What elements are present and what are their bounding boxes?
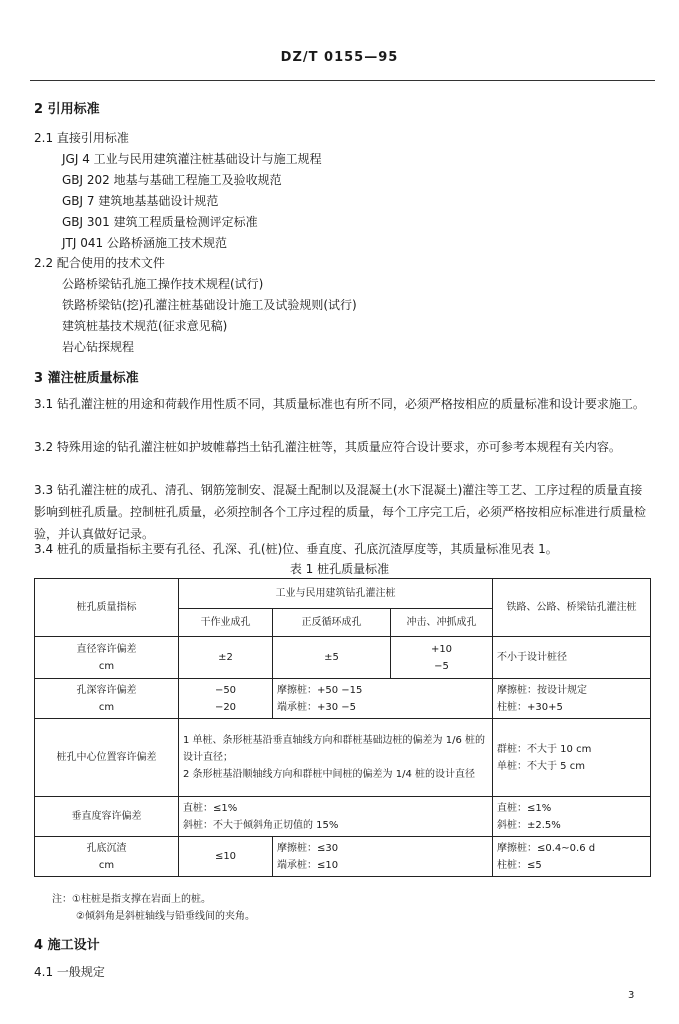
header-rail: 铁路、公路、桥梁钻孔灌注桩	[493, 579, 651, 637]
table-cell: 1 单桩、条形桩基沿垂直轴线方向和群桩基础边桩的偏差为 1/6 桩的设计直径； 2 条形桩基沿顺轴线方向和群桩中间桩的偏差为 1/4 桩的设计直径	[179, 719, 493, 797]
row-label: 垂直度容许偏差	[35, 797, 179, 837]
section-3-title: 3 灌注桩质量标准	[34, 371, 139, 386]
table-row	[35, 837, 651, 877]
table-cell: 直桩：≤1% 斜桩：不大于倾斜角正切值的 15%	[179, 797, 493, 837]
doc-item: 公路桥梁钻孔施工操作技术规程(试行)	[62, 277, 264, 291]
paragraph-3-4: 3.4 桩孔的质量指标主要有孔径、孔深、孔(桩)位、垂直度、孔底沉渣厚度等，其质量标准见表 1。	[34, 542, 558, 556]
table-cell: 摩擦桩：≤0.4~0.6 d 柱桩：≤5	[493, 837, 651, 877]
table-cell: ≤10	[179, 837, 273, 877]
row-label: 孔深容许偏差 cm	[35, 679, 179, 719]
table-cell: 摩擦桩：按设计规定 柱桩：+30+5	[493, 679, 651, 719]
ref-item: JGJ 4 工业与民用建筑灌注桩基础设计与施工规程	[62, 152, 322, 166]
table-row	[35, 679, 651, 719]
table-cell: 直桩：≤1% 斜桩：±2.5%	[493, 797, 651, 837]
header-group: 工业与民用建筑钻孔灌注桩	[179, 579, 493, 609]
header-percussion: 冲击、冲抓成孔	[391, 609, 493, 637]
page-number: 3	[628, 990, 635, 1001]
table-row	[35, 797, 651, 837]
row-label: 直径容许偏差 cm	[35, 637, 179, 679]
header-circulation: 正反循环成孔	[273, 609, 391, 637]
doc-item: 岩心钻探规程	[62, 340, 135, 354]
table-note-2: ②倾斜角是斜桩轴线与铅垂线间的夹角。	[76, 911, 255, 922]
paragraph-3-3: 3.3 钻孔灌注桩的成孔、清孔、钢筋笼制安、混凝土配制以及混凝土(水下混凝土)灌注等工艺、工序过程的质量直接影响到桩孔质量。控制桩孔质量，必须控制各个工序过程的质量，每个工序完工后，必须严格按相应标准进行质量检验，并认真做好记录。	[34, 483, 647, 541]
paragraph-3-1: 3.1 钻孔灌注桩的用途和荷载作用性质不同，其质量标准也有所不同，必须严格按相应的质量标准和设计要求施工。	[34, 397, 645, 411]
header-indicator: 桩孔质量指标	[35, 579, 179, 637]
ref-item: JTJ 041 公路桥涵施工技术规范	[62, 236, 227, 250]
table-cell: −50 −20	[179, 679, 273, 719]
doc-item: 铁路桥梁钻(挖)孔灌注桩基础设计施工及试验规则(试行)	[62, 298, 357, 312]
section-2-title: 2 引用标准	[34, 102, 100, 117]
section-2-2-title: 2.2 配合使用的技术文件	[34, 256, 165, 270]
section-4-title: 4 施工设计	[34, 938, 100, 953]
table-row	[35, 719, 651, 797]
paragraph-3-2: 3.2 特殊用途的钻孔灌注桩如护坡帷幕挡土钻孔灌注桩等，其质量应符合设计要求，亦可参考本规程有关内容。	[34, 440, 621, 454]
table-caption: 表 1 桩孔质量标准	[289, 562, 390, 576]
table-cell: ±2	[179, 637, 273, 679]
table-cell: 摩擦桩：+50 −15 端承桩：+30 −5	[273, 679, 493, 719]
header-dry-hole: 干作业成孔	[179, 609, 273, 637]
table-cell: 摩擦桩：≤30 端承桩：≤10	[273, 837, 493, 877]
doc-item: 建筑桩基技术规范(征求意见稿)	[62, 319, 228, 333]
ref-item: GBJ 301 建筑工程质量检测评定标准	[62, 215, 258, 229]
table-cell: 不小于设计桩径	[493, 637, 651, 679]
table-cell: 群桩：不大于 10 cm 单桩：不大于 5 cm	[493, 719, 651, 797]
table-row	[35, 637, 651, 679]
document-code: DZ/T 0155—95	[280, 50, 399, 65]
table-cell: +10 −5	[391, 637, 493, 679]
table-cell: ±5	[273, 637, 391, 679]
ref-item: GBJ 7 建筑地基基础设计规范	[62, 194, 219, 208]
header-rule	[30, 80, 655, 81]
section-4-1-title: 4.1 一般规定	[34, 965, 105, 979]
pile-quality-table	[34, 578, 651, 877]
section-2-1-title: 2.1 直接引用标准	[34, 131, 129, 145]
row-label: 孔底沉渣 cm	[35, 837, 179, 877]
table-row	[35, 579, 651, 609]
table-note-1: 注：①柱桩是指支撑在岩面上的桩。	[52, 894, 211, 905]
ref-item: GBJ 202 地基与基础工程施工及验收规范	[62, 173, 282, 187]
row-label: 桩孔中心位置容许偏差	[35, 719, 179, 797]
